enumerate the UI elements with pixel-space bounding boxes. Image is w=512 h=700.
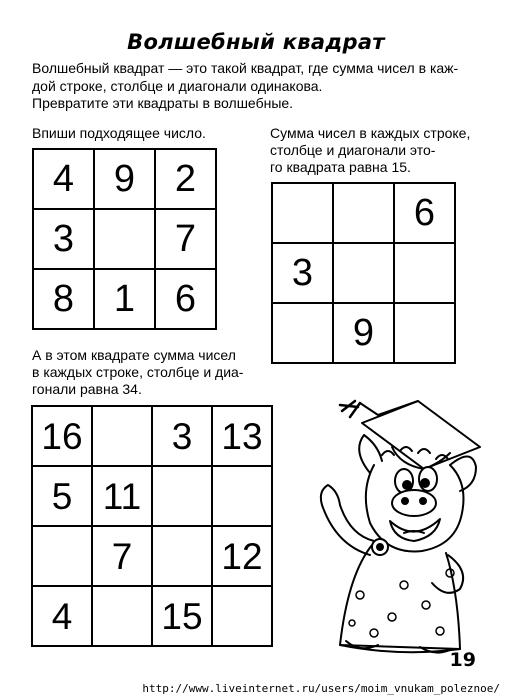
magic-square-1 [32,148,217,330]
grid-cell: 13 [212,406,272,466]
grid-cell-empty[interactable] [333,183,394,243]
square3-caption [32,347,243,398]
caption-line: А в этом квадрате сумма чисел [32,347,236,363]
grid-cell-empty[interactable] [32,526,92,586]
grid-cell-empty[interactable] [272,303,333,363]
grid-cell: 3 [33,209,94,269]
intro-line: Волшебный квадрат — это такой квадрат, где сумма чисел в каж- [32,60,459,76]
grid-cell: 12 [212,526,272,586]
grid-cell: 16 [32,406,92,466]
grid-cell: 1 [94,269,155,329]
caption-line: гонали равна 34. [32,381,142,397]
grid-cell: 15 [152,586,212,646]
grid-cell: 5 [32,466,92,526]
grid-cell: 7 [92,526,152,586]
grid-cell: 8 [33,269,94,329]
grid-cell: 2 [155,149,216,209]
cartoon-graduate-animal-icon [300,395,500,655]
grid-cell: 3 [272,243,333,303]
grid-cell: 9 [94,149,155,209]
caption-line: го квадрата равна 15. [270,159,411,175]
grid-cell: 3 [152,406,212,466]
grid-cell: 11 [92,466,152,526]
grid-cell-empty[interactable] [394,243,455,303]
magic-square-3 [31,405,273,647]
grid-cell: 4 [33,149,94,209]
grid-cell-empty[interactable] [94,209,155,269]
magic-square-2 [271,182,456,364]
grid-cell: 9 [333,303,394,363]
grid-cell-empty[interactable] [92,586,152,646]
intro-text [32,60,482,113]
caption-line: в каждых строке, столбце и диа- [32,364,244,380]
grid-cell-empty[interactable] [272,183,333,243]
grid-cell-empty[interactable] [152,466,212,526]
square1-caption: Впиши подходящее число. [32,125,206,141]
grid-cell-empty[interactable] [92,406,152,466]
caption-line: столбце и диагонали это- [270,142,436,158]
grid-cell-empty[interactable] [212,586,272,646]
grid-cell-empty[interactable] [152,526,212,586]
grid-cell: 7 [155,209,216,269]
grid-cell: 6 [394,183,455,243]
grid-cell-empty[interactable] [394,303,455,363]
caption-line: Сумма чисел в каждых строке, [270,125,471,141]
source-url[interactable]: http://www.liveinternet.ru/users/moim_vnukam_poleznoe/ [142,682,500,695]
page-title: Волшебный квадрат [127,30,385,54]
grid-cell-empty[interactable] [333,243,394,303]
intro-line: Превратите эти квадраты в волшебные. [32,95,294,111]
grid-cell: 4 [32,586,92,646]
square2-caption [270,125,470,176]
intro-line: дой строке, столбце и диагонали одинакова. [32,77,323,94]
page-number: 19 [449,649,476,671]
grid-cell: 6 [155,269,216,329]
grid-cell-empty[interactable] [212,466,272,526]
